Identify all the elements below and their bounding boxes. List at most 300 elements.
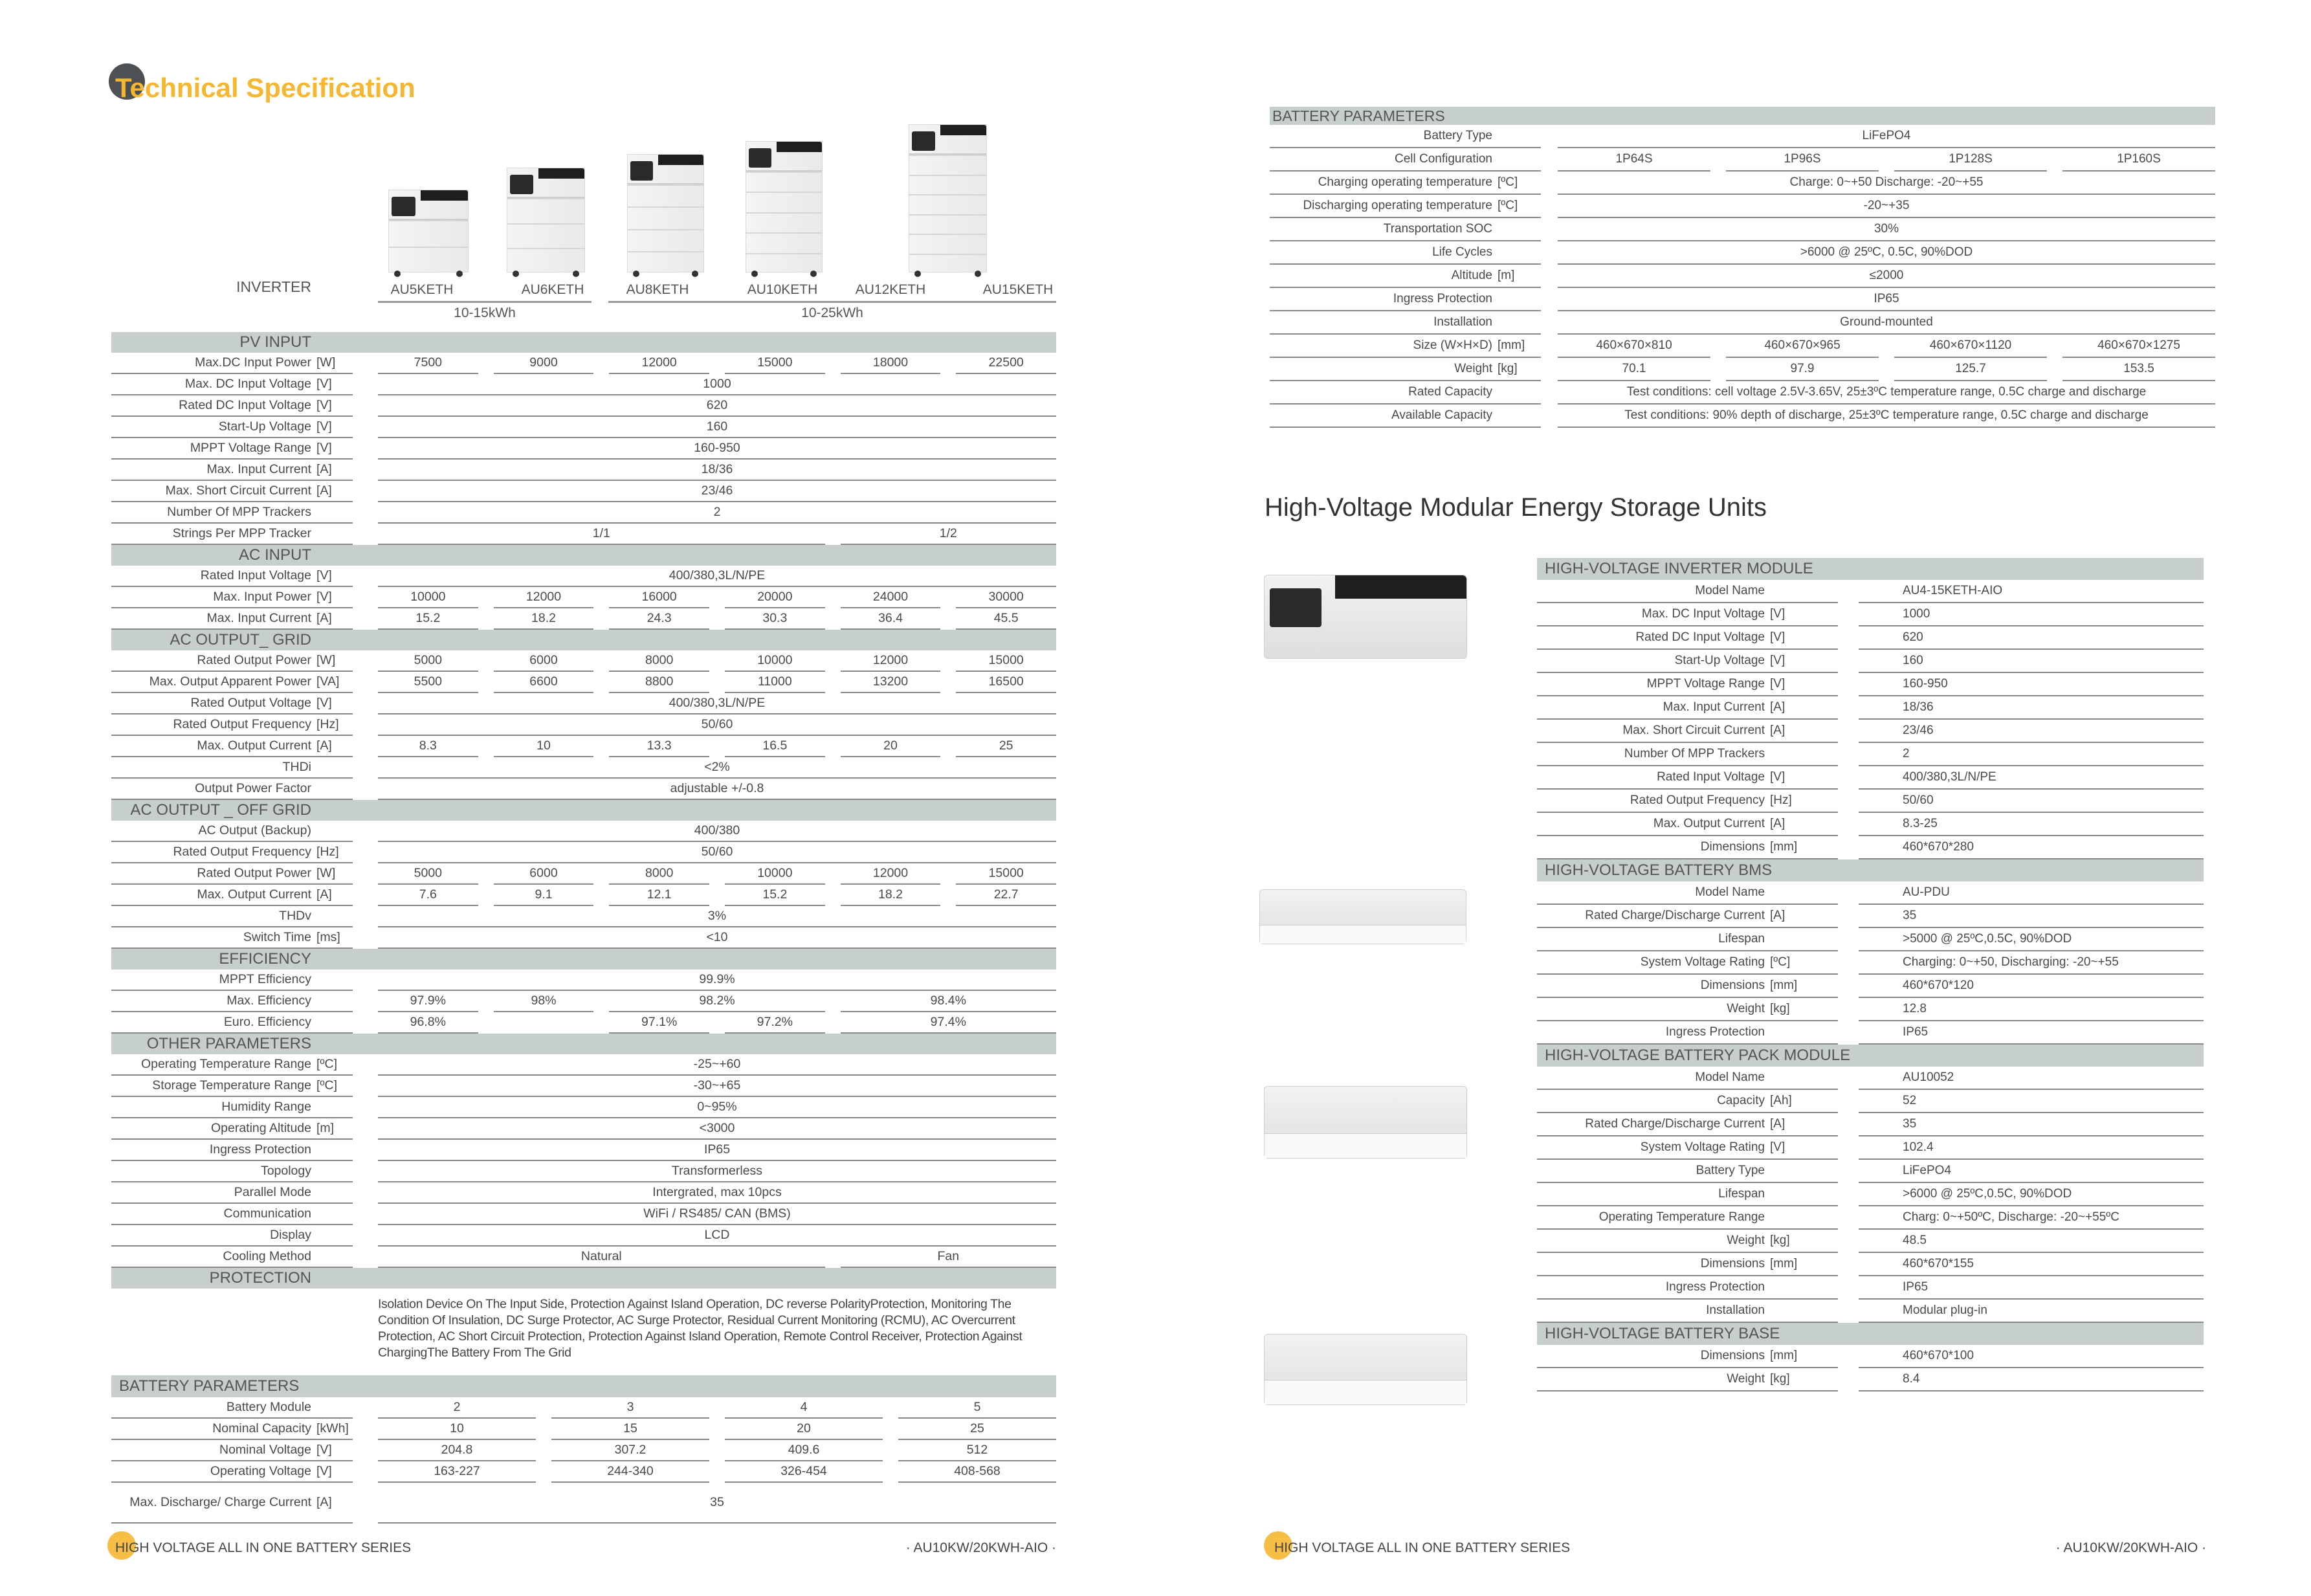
table-row — [1537, 696, 2204, 720]
value-cell: 326-454 — [725, 1461, 883, 1483]
value-cell: 97.2% — [725, 1012, 825, 1034]
inverter-spec-table — [111, 332, 1056, 1369]
row-values — [378, 650, 1056, 672]
row-label-cell — [111, 736, 353, 757]
row-unit: [mm] — [1770, 979, 1798, 992]
value-cell: 98% — [494, 991, 594, 1012]
table-row — [111, 395, 1056, 417]
row-label-cell — [111, 438, 353, 460]
row-label: Display — [270, 1228, 311, 1242]
section-heading: High-Voltage Modular Energy Storage Units — [1265, 493, 1767, 522]
row-label-cell — [111, 1419, 353, 1440]
row-values — [378, 1054, 1056, 1076]
connector-door — [749, 148, 771, 168]
row-label-cell — [111, 970, 353, 991]
row-values — [378, 1225, 1056, 1247]
row-values — [378, 1182, 1056, 1204]
value-cell: 244-340 — [551, 1461, 709, 1483]
value-cell: 22500 — [956, 353, 1056, 374]
section-header — [111, 800, 1056, 821]
row-label-cell — [1537, 1300, 1838, 1323]
row-label: Communication — [223, 1206, 311, 1221]
value-cell: 8800 — [609, 672, 709, 693]
row-label: Parallel Mode — [234, 1185, 311, 1199]
row-values — [1859, 650, 2204, 673]
row-values — [378, 927, 1056, 949]
row-unit: [V] — [316, 1464, 332, 1478]
row-unit: [W] — [316, 653, 336, 667]
row-values — [1859, 975, 2204, 998]
row-label: MPPT Voltage Range — [1646, 677, 1765, 691]
row-unit: [VA] — [316, 674, 340, 689]
table-row — [1270, 335, 2215, 358]
value-cell: 153.5 — [2062, 358, 2215, 381]
value-cell: 35 — [1859, 1113, 2204, 1136]
row-label-cell — [111, 587, 353, 608]
row-label-cell — [111, 821, 353, 842]
product-stack-image — [388, 190, 469, 272]
value-cell: IP65 — [1859, 1021, 2204, 1045]
table-row — [111, 1182, 1056, 1204]
table-row — [111, 1461, 1056, 1483]
value-cell: 400/380,3L/N/PE — [1859, 766, 2204, 790]
connector-door — [510, 175, 533, 194]
row-values — [1859, 998, 2204, 1021]
row-label: Operating Temperature Range — [140, 1057, 311, 1071]
row-values — [1859, 1300, 2204, 1323]
wheel-icon — [810, 271, 817, 277]
row-label: Max. DC Input Voltage — [1641, 607, 1765, 621]
row-unit: [Hz] — [316, 717, 339, 731]
display-panel — [538, 168, 584, 179]
battery-module-divider — [909, 214, 986, 216]
row-label-cell — [1537, 1021, 1838, 1045]
value-cell: 10000 — [725, 863, 825, 885]
battery-module-divider — [909, 254, 986, 255]
row-label: Charging operating temperature — [1318, 175, 1492, 189]
row-values — [1859, 720, 2204, 743]
row-values — [1859, 743, 2204, 766]
row-unit: [A] — [316, 462, 332, 476]
row-label: Dimensions — [1700, 979, 1765, 992]
table-row — [1537, 1345, 2204, 1368]
section-title: HIGH-VOLTAGE BATTERY BMS — [1545, 861, 1773, 879]
row-label: Number Of MPP Trackers — [167, 505, 311, 519]
row-values — [1558, 405, 2215, 428]
value-cell: Intergrated, max 10pcs — [378, 1182, 1056, 1204]
value-cell: 1P96S — [1726, 148, 1879, 172]
row-values — [1859, 1368, 2204, 1391]
value-cell: 400/380,3L/N/PE — [378, 693, 1056, 715]
value-cell: 12.1 — [609, 885, 709, 906]
value-cell: 2 — [1859, 743, 2204, 766]
table-row — [111, 693, 1056, 715]
row-values — [1558, 358, 2215, 381]
value-cell: 460×670×1275 — [2062, 335, 2215, 358]
table-row — [1537, 1206, 2204, 1230]
value-cell: <2% — [378, 757, 1056, 779]
row-label: Model Name — [1695, 885, 1765, 899]
row-label: Strings Per MPP Tracker — [172, 526, 311, 540]
section-title: OTHER PARAMETERS — [146, 1035, 311, 1052]
value-cell: Modular plug-in — [1859, 1300, 2204, 1323]
row-label: Switch Time — [243, 930, 311, 944]
table-row — [111, 672, 1056, 693]
row-label-cell — [1270, 218, 1541, 241]
table-row — [111, 1247, 1056, 1268]
battery-module-divider — [628, 229, 703, 230]
value-cell: 12000 — [841, 863, 941, 885]
row-unit: [V] — [1770, 1140, 1786, 1154]
row-values — [378, 757, 1056, 779]
row-label-cell — [111, 1054, 353, 1076]
row-values — [1859, 1021, 2204, 1045]
value-cell: WiFi / RS485/ CAN (BMS) — [378, 1204, 1056, 1225]
value-cell: 10000 — [725, 650, 825, 672]
row-label: Ingress Protection — [1393, 292, 1492, 305]
value-cell: 460×670×1120 — [1894, 335, 2047, 358]
row-label-cell — [1537, 580, 1838, 603]
row-label: Rated Output Voltage — [190, 696, 311, 710]
row-values — [378, 481, 1056, 502]
row-label: Max. Output Current — [1653, 817, 1765, 830]
row-unit: [V] — [1770, 677, 1786, 691]
battery-module-divider — [389, 247, 468, 248]
row-unit: [kg] — [1770, 1372, 1790, 1386]
wheel-icon — [456, 271, 463, 277]
value-cell: 12.8 — [1859, 998, 2204, 1021]
value-cell: 30.3 — [725, 608, 825, 630]
value-cell: Test conditions: cell voltage 2.5V-3.65V, 25±3ºC temperature range, 0.5C charge and discharge — [1558, 381, 2215, 405]
row-values — [1558, 381, 2215, 405]
value-cell: 1P160S — [2062, 148, 2215, 172]
value-cell: adjustable +/-0.8 — [378, 779, 1056, 800]
row-values — [378, 1419, 1056, 1440]
row-unit: [A] — [316, 738, 332, 753]
value-cell: 25 — [956, 736, 1056, 757]
row-unit: [V] — [316, 419, 332, 434]
value-cell: 52 — [1859, 1090, 2204, 1113]
value-cell: 8.3 — [378, 736, 478, 757]
row-label-cell — [111, 524, 353, 545]
value-cell: 45.5 — [956, 608, 1056, 630]
battery-module-divider — [909, 234, 986, 235]
value-cell: 460×670×810 — [1558, 335, 1710, 358]
battery-module-divider — [628, 206, 703, 208]
section-header — [111, 630, 1056, 650]
battery-module-divider — [389, 220, 468, 221]
row-values — [1859, 673, 2204, 696]
section-header — [111, 949, 1056, 970]
row-label: Operating Temperature Range — [1598, 1210, 1765, 1224]
row-values — [1558, 288, 2215, 311]
row-label: Battery Type — [1423, 129, 1492, 142]
row-label-cell — [111, 1204, 353, 1225]
row-values — [1859, 813, 2204, 836]
value-cell: 6000 — [494, 650, 594, 672]
row-label-cell — [111, 1076, 353, 1097]
row-unit: [V] — [316, 1443, 332, 1457]
value-cell: 4 — [725, 1397, 883, 1419]
row-label-cell — [1537, 813, 1838, 836]
row-label: Transportation SOC — [1383, 222, 1492, 236]
table-row — [1537, 766, 2204, 790]
value-cell: 5500 — [378, 672, 478, 693]
row-label: Max. Discharge/ Charge Current — [129, 1494, 311, 1509]
row-values — [1859, 1230, 2204, 1253]
row-label-cell — [1537, 1160, 1838, 1183]
value-cell: 18.2 — [494, 608, 594, 630]
row-label: Lifespan — [1718, 1187, 1765, 1201]
row-values — [378, 991, 1056, 1012]
row-values — [378, 353, 1056, 374]
table-row — [1537, 603, 2204, 626]
row-label-cell — [1270, 405, 1541, 428]
value-cell: 160 — [378, 417, 1056, 438]
row-unit: [ºC] — [316, 1057, 338, 1071]
value-cell: >6000 @ 25ºC,0.5C, 90%DOD — [1859, 1183, 2204, 1206]
row-values — [1558, 265, 2215, 288]
front-panel — [1265, 1380, 1466, 1404]
row-values — [1558, 195, 2215, 218]
table-row — [111, 460, 1056, 481]
battery-module-divider — [507, 248, 584, 249]
value-cell: 18/36 — [378, 460, 1056, 481]
row-unit: [A] — [1770, 724, 1786, 737]
row-label: Capacity — [1717, 1094, 1765, 1107]
value-cell: 1/2 — [841, 524, 1056, 545]
table-row — [1537, 1276, 2204, 1300]
value-cell: LiFePO4 — [1859, 1160, 2204, 1183]
value-cell: AU-PDU — [1859, 881, 2204, 905]
row-label-cell — [1537, 696, 1838, 720]
battery-pack-image — [1264, 1086, 1467, 1158]
row-values — [1859, 1160, 2204, 1183]
row-label-cell — [1270, 125, 1541, 148]
row-values — [378, 672, 1056, 693]
section-title: HIGH-VOLTAGE INVERTER MODULE — [1545, 560, 1813, 577]
row-values — [378, 524, 1056, 545]
row-values — [1558, 218, 2215, 241]
row-label-cell — [1270, 195, 1541, 218]
row-unit: [ºC] — [1498, 199, 1518, 212]
row-values — [378, 1440, 1056, 1461]
value-cell: 460*670*120 — [1859, 975, 2204, 998]
row-unit: [Hz] — [1770, 793, 1792, 807]
row-label: Nominal Voltage — [219, 1443, 311, 1457]
table-row — [111, 1054, 1056, 1076]
footer-model: · AU10KW/20KWH-AIO · — [2055, 1540, 2206, 1555]
value-cell: 160-950 — [1859, 673, 2204, 696]
row-values — [1859, 1206, 2204, 1230]
row-unit: [V] — [316, 590, 332, 604]
footer-model: · AU10KW/20KWH-AIO · — [905, 1540, 1056, 1555]
product-stack-image — [627, 154, 704, 272]
row-label-cell — [1537, 905, 1838, 928]
value-cell: 10 — [494, 736, 594, 757]
row-values — [378, 1204, 1056, 1225]
value-cell: >6000 @ 25ºC, 0.5C, 90%DOD — [1558, 241, 2215, 265]
value-cell: 6000 — [494, 863, 594, 885]
row-label: Rated Output Power — [197, 866, 311, 880]
value-cell: 1000 — [1859, 603, 2204, 626]
inverter-module-image — [1264, 575, 1467, 659]
model-name: AU5KETH — [390, 282, 454, 297]
row-label-cell — [111, 481, 353, 502]
row-label-cell — [111, 863, 353, 885]
row-label: Lifespan — [1718, 932, 1765, 946]
row-label-cell — [111, 757, 353, 779]
value-cell: -20~+35 — [1558, 195, 2215, 218]
row-label-cell — [1537, 951, 1838, 975]
value-cell: 23/46 — [1859, 720, 2204, 743]
value-cell: 98.4% — [841, 991, 1056, 1012]
table-row — [111, 1076, 1056, 1097]
table-row — [1270, 172, 2215, 195]
row-label-cell — [111, 1440, 353, 1461]
row-unit: [A] — [316, 611, 332, 625]
row-unit: [A] — [316, 1494, 332, 1509]
table-row — [111, 650, 1056, 672]
row-unit: [V] — [1770, 654, 1786, 667]
row-unit: [A] — [316, 887, 332, 902]
row-values — [378, 502, 1056, 524]
row-label-cell — [1537, 790, 1838, 813]
model-name: AU6KETH — [521, 282, 584, 297]
section-title: HIGH-VOLTAGE BATTERY BASE — [1545, 1325, 1780, 1342]
row-values — [1859, 1276, 2204, 1300]
row-unit: [mm] — [1770, 840, 1798, 854]
value-cell: 5 — [898, 1397, 1056, 1419]
value-cell: 70.1 — [1558, 358, 1710, 381]
row-label: System Voltage Rating — [1640, 955, 1765, 969]
row-label-cell — [1537, 1136, 1838, 1160]
row-label: Installation — [1706, 1303, 1765, 1317]
row-unit: [kWh] — [316, 1421, 349, 1435]
value-cell: 102.4 — [1859, 1136, 2204, 1160]
connector-door — [1270, 588, 1321, 627]
row-label-cell — [1537, 1090, 1838, 1113]
value-cell: 50/60 — [378, 715, 1056, 736]
battery-module-divider — [507, 198, 584, 199]
row-label-cell — [111, 1097, 353, 1118]
value-cell: 5000 — [378, 650, 478, 672]
value-cell: 35 — [1859, 905, 2204, 928]
table-row — [1537, 673, 2204, 696]
connector-door — [630, 161, 653, 181]
section-header — [1270, 107, 2215, 125]
value-cell: 35 — [378, 1483, 1056, 1524]
value-cell: 96.8% — [378, 1012, 478, 1034]
table-row — [111, 779, 1056, 800]
product-stack-image — [746, 141, 823, 272]
row-label: Max. Output Current — [197, 738, 311, 753]
row-label: System Voltage Rating — [1640, 1140, 1765, 1154]
section-header — [111, 1268, 1056, 1289]
value-cell: 125.7 — [1894, 358, 2047, 381]
row-unit: [V] — [316, 568, 332, 582]
table-row — [1537, 928, 2204, 951]
row-unit: [A] — [1770, 817, 1786, 830]
value-cell: Charg: 0~+50ºC, Discharge: -20~+55ºC — [1859, 1206, 2204, 1230]
row-label-cell — [111, 927, 353, 949]
value-cell: 20 — [841, 736, 941, 757]
row-label: Weight — [1727, 1002, 1765, 1015]
row-values — [1859, 1090, 2204, 1113]
value-cell: >5000 @ 25ºC,0.5C, 90%DOD — [1859, 928, 2204, 951]
table-row — [1537, 1113, 2204, 1136]
row-values — [378, 970, 1056, 991]
section-title: BATTERY PARAMETERS — [1272, 107, 1445, 124]
value-cell: 307.2 — [551, 1440, 709, 1461]
display-panel — [940, 125, 986, 135]
row-label-cell — [111, 608, 353, 630]
value-cell: 97.9 — [1726, 358, 1879, 381]
value-cell: 15 — [551, 1419, 709, 1440]
row-label-cell — [1537, 626, 1838, 650]
value-cell: 620 — [1859, 626, 2204, 650]
row-label: Operating Voltage — [210, 1464, 311, 1478]
value-cell: 36.4 — [841, 608, 941, 630]
battery-base-image — [1264, 1334, 1467, 1405]
table-row — [111, 863, 1056, 885]
row-label-cell — [1270, 172, 1541, 195]
table-row — [1537, 1090, 2204, 1113]
value-cell: 460*670*155 — [1859, 1253, 2204, 1276]
row-values — [378, 1012, 1056, 1034]
row-label: Life Cycles — [1432, 245, 1492, 259]
table-row — [111, 736, 1056, 757]
wheel-icon — [914, 271, 921, 277]
bms-image — [1259, 889, 1466, 944]
row-label-cell — [1537, 766, 1838, 790]
value-cell: 10 — [378, 1419, 536, 1440]
row-values — [378, 1140, 1056, 1161]
value-cell: 3% — [378, 906, 1056, 927]
range-label: 10-25kWh — [608, 301, 1056, 321]
row-label-cell — [1537, 1067, 1838, 1090]
table-row — [1537, 998, 2204, 1021]
row-label: Euro. Efficiency — [223, 1015, 311, 1029]
table-row — [111, 1012, 1056, 1034]
row-values — [378, 842, 1056, 863]
row-label: Rated Charge/Discharge Current — [1585, 909, 1765, 922]
row-label: Start-Up Voltage — [218, 419, 311, 434]
row-values — [378, 374, 1056, 395]
table-row — [111, 353, 1056, 374]
row-label-cell — [1537, 1113, 1838, 1136]
wheel-icon — [751, 271, 758, 277]
row-label-cell — [1537, 1368, 1838, 1391]
table-row — [111, 885, 1056, 906]
row-values — [1558, 335, 2215, 358]
table-row — [1537, 975, 2204, 998]
value-cell: 16.5 — [725, 736, 825, 757]
row-label: Model Name — [1695, 1070, 1765, 1084]
value-cell: 8000 — [609, 650, 709, 672]
value-cell: 3 — [551, 1397, 709, 1419]
row-label: Rated Input Voltage — [1657, 770, 1765, 784]
row-values — [1859, 928, 2204, 951]
row-label: Max. Input Current — [206, 611, 311, 625]
table-row — [111, 715, 1056, 736]
row-values — [1859, 1253, 2204, 1276]
table-row — [1537, 905, 2204, 928]
row-label: Operating Altitude — [210, 1121, 311, 1135]
value-cell: 18000 — [841, 353, 941, 374]
value-cell: 512 — [898, 1440, 1056, 1461]
table-row — [1270, 358, 2215, 381]
